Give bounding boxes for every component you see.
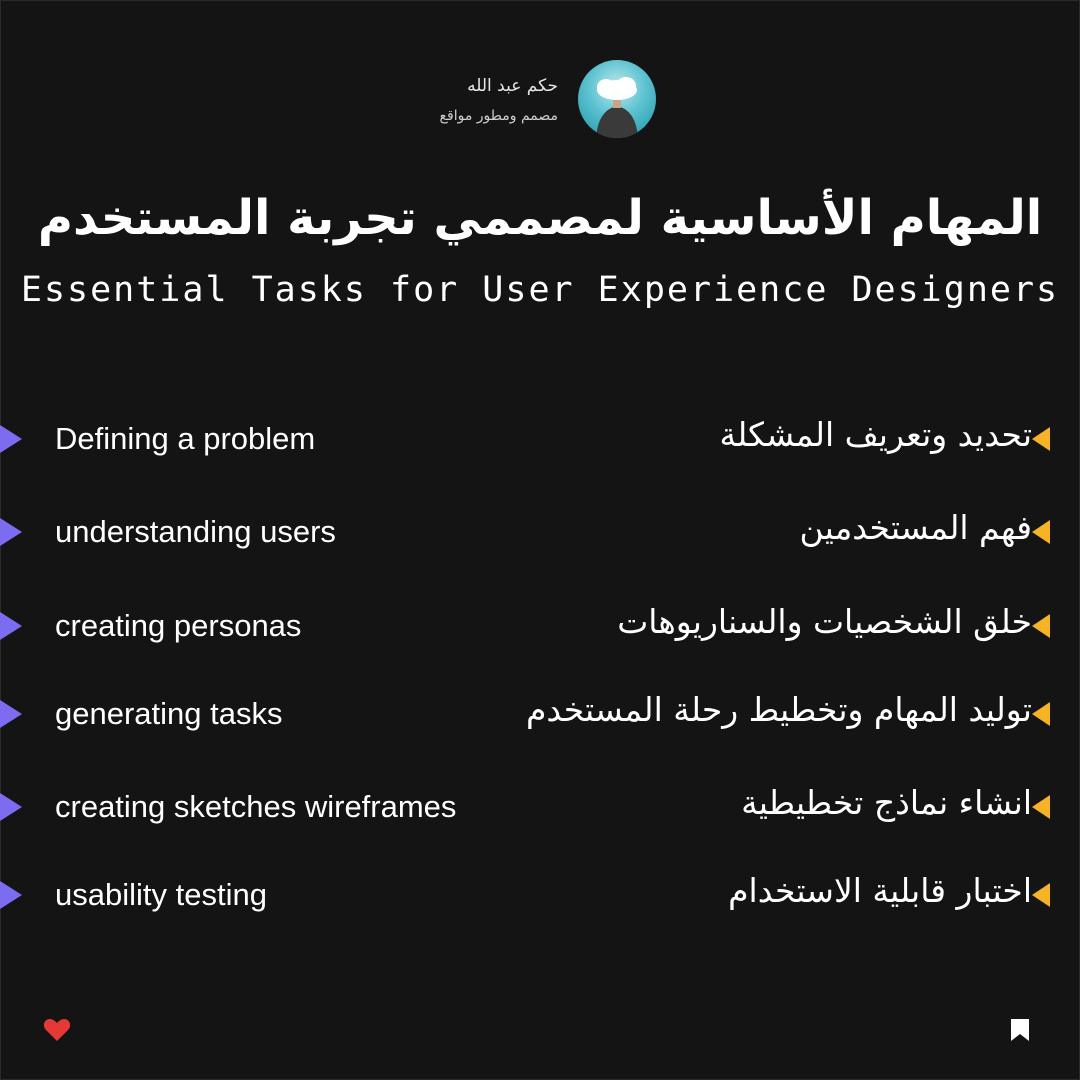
heart-icon[interactable] xyxy=(43,1018,71,1046)
task-label-english: understanding users xyxy=(55,514,336,549)
task-label-english: creating personas xyxy=(55,608,302,643)
title-english: Essential Tasks for User Experience Designers xyxy=(20,270,1060,310)
triangle-left-icon xyxy=(1032,520,1050,544)
triangle-left-icon xyxy=(1032,427,1050,451)
title-arabic: المهام الأساسية لمصممي تجربة المستخدم xyxy=(37,190,1043,246)
task-label-english: usability testing xyxy=(55,877,267,912)
task-label-english: creating sketches wireframes xyxy=(55,789,457,824)
triangle-left-icon xyxy=(1032,614,1050,638)
task-row xyxy=(0,602,1080,652)
task-row xyxy=(0,415,1080,465)
triangle-left-icon xyxy=(1032,795,1050,819)
task-row xyxy=(0,690,1080,740)
triangle-left-icon xyxy=(1032,702,1050,726)
task-row xyxy=(0,783,1080,833)
triangle-right-icon xyxy=(0,793,22,821)
task-label-arabic: تحديد وتعريف المشكلة xyxy=(719,415,1032,454)
triangle-left-icon xyxy=(1032,883,1050,907)
task-label-arabic: خلق الشخصيات والسناريوهات xyxy=(617,602,1032,641)
task-row xyxy=(0,871,1080,921)
avatar[interactable] xyxy=(578,60,656,138)
triangle-right-icon xyxy=(0,425,22,453)
task-label-english: generating tasks xyxy=(55,696,283,731)
task-label-english: Defining a problem xyxy=(55,421,316,456)
bookmark-icon[interactable] xyxy=(1010,1018,1030,1046)
triangle-right-icon xyxy=(0,881,22,909)
triangle-right-icon xyxy=(0,700,22,728)
task-label-arabic: فهم المستخدمين xyxy=(799,508,1032,547)
author-role: مصمم ومطور مواقع xyxy=(439,108,558,124)
task-label-arabic: توليد المهام وتخطيط رحلة المستخدم xyxy=(525,690,1032,729)
task-row xyxy=(0,508,1080,558)
author-name[interactable]: حكم عبد الله xyxy=(467,76,558,96)
task-label-arabic: اختبار قابلية الاستخدام xyxy=(728,871,1032,910)
triangle-right-icon xyxy=(0,518,22,546)
triangle-right-icon xyxy=(0,612,22,640)
author-header xyxy=(0,60,1080,140)
task-label-arabic: انشاء نماذج تخطيطية xyxy=(741,783,1032,822)
